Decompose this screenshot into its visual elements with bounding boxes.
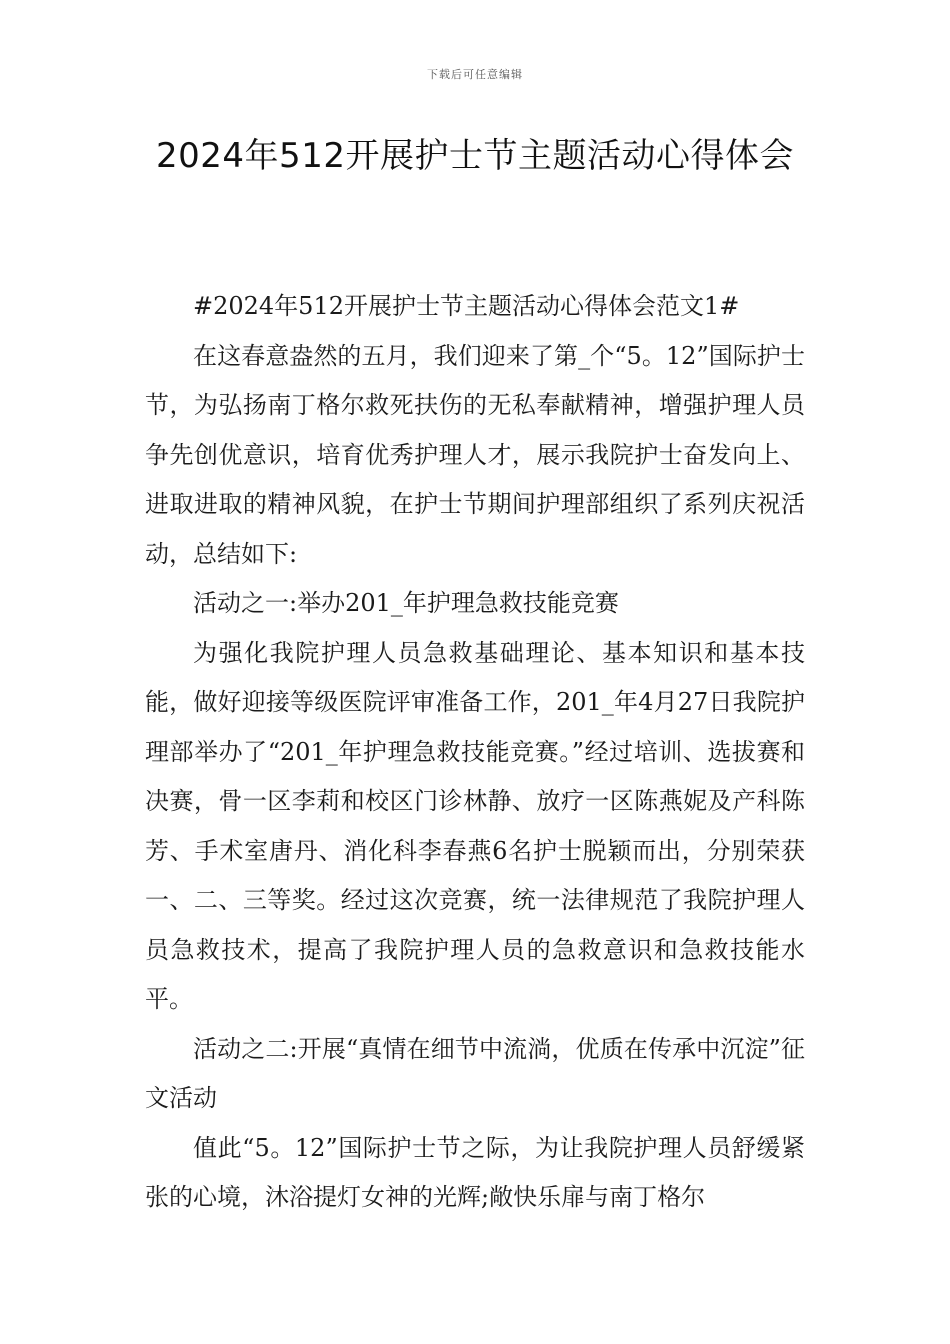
intro-paragraph: 在这春意盎然的五月，我们迎来了第_个“5。12”国际护士节，为弘扬南丁格尔救死扶伤的无私奉献精神，增强护理人员争先创优意识，培育优秀护理人才，展示我院护士奋发向上、进取进取的精神风貌，在护士节期间护理部组织了系列庆祝活动，总结如下: — [145, 341, 805, 568]
activity-1-paragraph: 为强化我院护理人员急救基础理论、基本知识和基本技能，做好迎接等级医院评审准备工作，201_年4月27日我院护理部举办了“201_年护理急救技能竞赛。”经过培训、选拔赛和决赛，骨一区李莉和校区门诊林静、放疗一区陈燕妮及产科陈芳、手术室唐丹、消化科李春燕6名护士脱颖而出，分别荣获一、二、三等奖。经过这次竞赛，统一法律规范了我院护理人员急救技术，提高了我院护理人员的急救意识和急救技能水平。 — [145, 638, 805, 1013]
header-note: 下载后可任意编辑 — [427, 68, 523, 81]
section-heading-essay-1: #2024年512开展护士节主题活动心得体会范文1# — [193, 292, 740, 320]
activity-1-heading: 活动之一:举办201_年护理急救技能竞赛 — [193, 589, 619, 617]
activity-2-paragraph: 值此“5。12”国际护士节之际，为让我院护理人员舒缓紧张的心境，沐浴提灯女神的光辉;敞快乐扉与南丁格尔 — [145, 1133, 805, 1211]
document-body — [145, 282, 805, 1223]
activity-2-heading: 活动之二:开展“真情在细节中流淌，优质在传承中沉淀”征文活动 — [145, 1034, 805, 1112]
document-title: 2024年512开展护士节主题活动心得体会 — [156, 136, 794, 176]
